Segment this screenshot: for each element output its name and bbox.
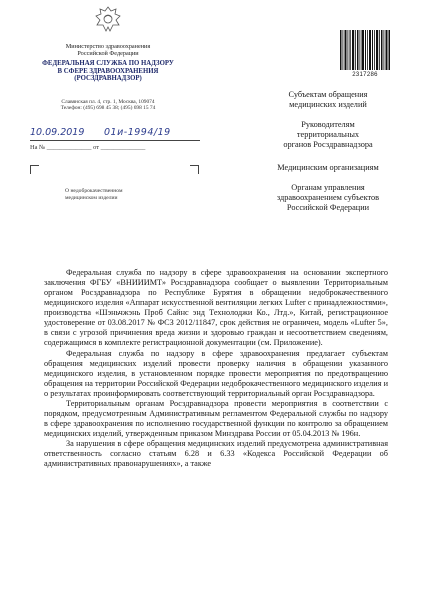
registration-line bbox=[30, 127, 200, 141]
letter-subject: О недоброкачественном медицинском изделии bbox=[65, 188, 123, 202]
recipient-subjects: Субъектам обращения медицинских изделий bbox=[288, 90, 368, 109]
reference-date-blank: ______________ bbox=[100, 144, 146, 151]
corner-mark-top-left bbox=[30, 165, 39, 174]
ministry-name: Министерство здравоохранения Российской Федерации bbox=[65, 43, 151, 57]
barcode-icon bbox=[340, 30, 390, 70]
reference-number-blank: ______________ bbox=[46, 144, 92, 151]
body-paragraph-3: Территориальным органам Росздравнадзора провести мероприятия в соответствии с порядком, предусмотренным Административным регламентом Федеральной службы по надзору в сфере здравоохранения по исполнению государственной функции по контролю за обращением медицинских изделий, утвержденным приказом Минздрава России от 05.04.2013 № 196н. bbox=[44, 398, 388, 438]
corner-mark-top-right bbox=[190, 165, 199, 174]
recipient-medical-organizations: Медицинским организациям bbox=[277, 163, 379, 172]
body-paragraph-2: Федеральная служба по надзору в сфере здравоохранения предлагает субъектам обращения медицинских изделий провести проверку наличия в обращении указанного медицинского изделия, в установленном порядке провести мероприятия по предотвращению обращения на территории Российской Федерации недоброкачественного медицинского изделия и о результатах проинформировать соответствующий территориальный орган Росздравнадзора. bbox=[44, 348, 388, 398]
agency-name: ФЕДЕРАЛЬНАЯ СЛУЖБА ПО НАДЗОРУ В СФЕРЕ ЗДРАВООХРАНЕНИЯ (РОСЗДРАВНАДЗОР) bbox=[42, 60, 174, 83]
state-emblem-icon bbox=[93, 4, 123, 34]
recipient-health-authorities: Органам управления здравоохранением субъектов Российской Федерации bbox=[276, 183, 380, 212]
body-paragraph-4: За нарушения в сфере обращения медицинских изделий предусмотрена административная ответственность согласно статьям 6.28 и 6.33 «Кодекса Российской Федерации об административных правонарушениях», а также bbox=[44, 439, 388, 469]
agency-phone: Телефон: (495) 698 45 38; (495) 698 15 74 bbox=[60, 105, 156, 112]
registration-date: 10.09.2019 bbox=[30, 127, 85, 138]
letter-body bbox=[44, 268, 388, 469]
barcode-number: 2317286 bbox=[352, 72, 378, 78]
reference-line: На № ______________ от ______________ bbox=[30, 144, 146, 151]
agency-contacts bbox=[40, 99, 176, 111]
agency-address: Славянская пл. 4, стр. 1, Москва, 109074 bbox=[61, 99, 155, 105]
registration-underline bbox=[30, 140, 200, 141]
recipient-territorial-heads: Руководителям территориальных органов Росздравнадзора bbox=[283, 120, 373, 149]
registration-number: 01и-1994/19 bbox=[104, 127, 171, 138]
body-paragraph-1: Федеральная служба по надзору в сфере здравоохранения на основании экспертного заключения ФГБУ «ВНИИИМТ» Росздравнадзора сообщает о выявлении Территориальным органом Росздравнадзора по Республике Бурятия в обращении недоброкачественного медицинского изделия «Аппарат искусственной вентиляции легких Lufter с принадлежностями», производства «Шэньчжэнь Проб Сайнс энд Технолоджи Ко., Лтд.», Китай, регистрационное удостоверение от 03.08.2017 № ФСЗ 2012/11847, срок действия не ограничен, модель «Lufter 5», в связи с угрозой причинения вреда жизни и здоровью граждан и несоответствием сведениям, содержащимся в комплекте регистрационной документации (см. Приложение). bbox=[44, 268, 388, 348]
